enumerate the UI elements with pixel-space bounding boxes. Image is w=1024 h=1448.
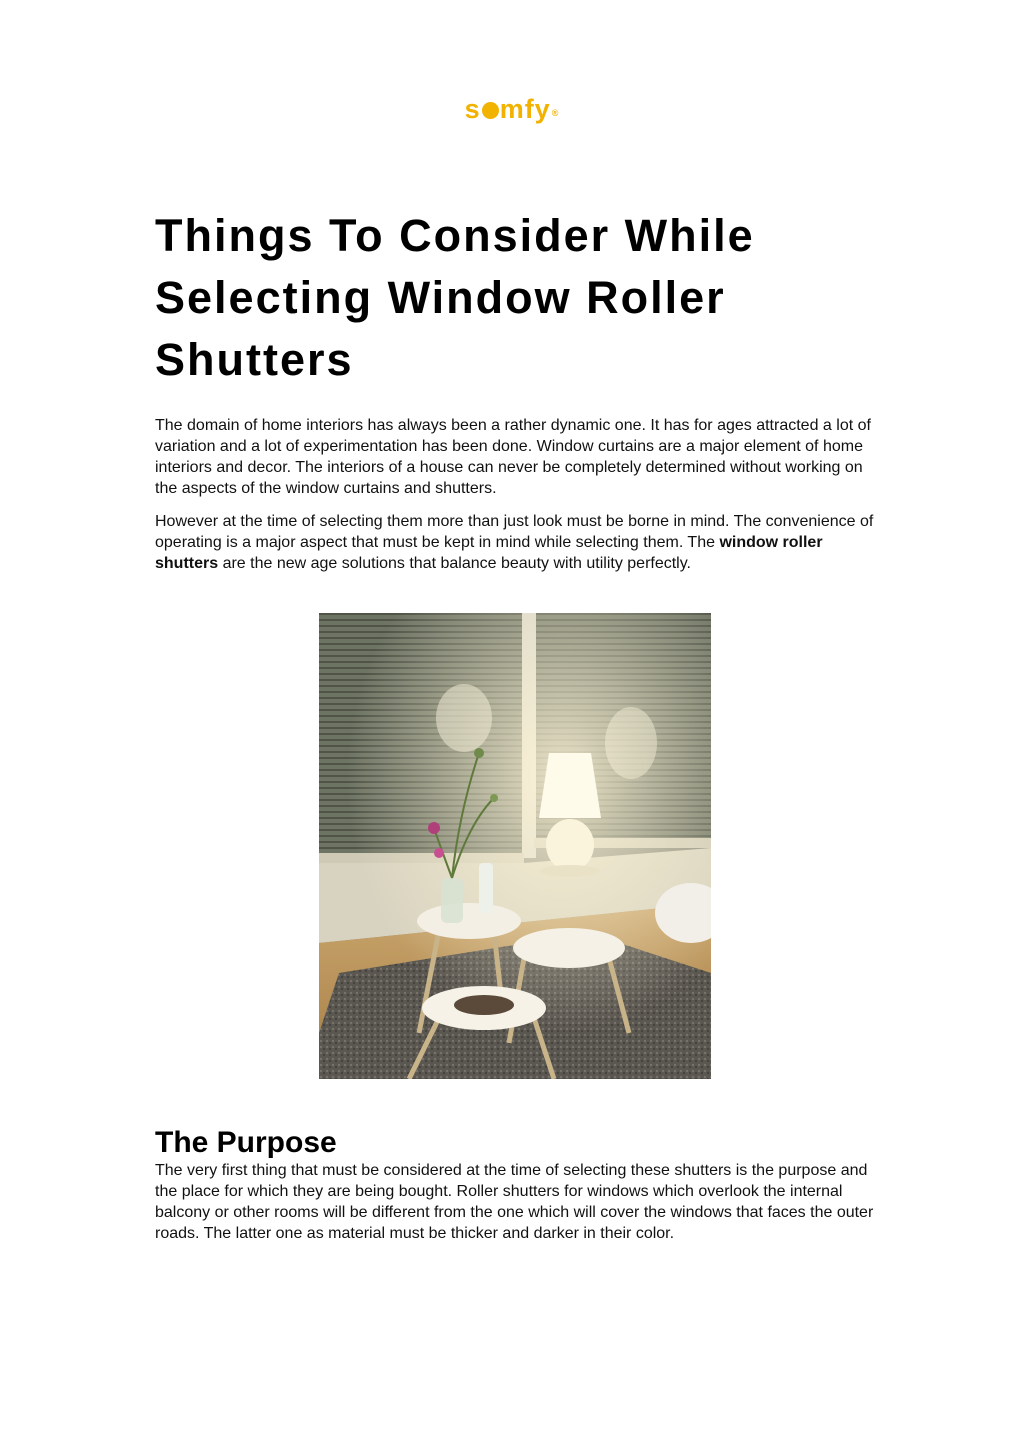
- selection-paragraph-end: are the new age solutions that balance beauty with utility perfectly.: [218, 555, 691, 572]
- intro-paragraph: The domain of home interiors has always been a rather dynamic one. It has for ages attracted a lot of variation and a lot of experimentation has been done. Window curtains are a major element of home interiors and decor. The interiors of a house can never be completely determined without working on the aspects of the window curtains and shutters.: [155, 417, 871, 497]
- selection-paragraph-start: However at the time of selecting them more than just look must be borne in mind. The convenience of operating is a major aspect that must be kept in mind while selecting them. The: [155, 513, 874, 551]
- room-photo-icon: [319, 613, 711, 1079]
- article-title: Things To Consider While Selecting Window Roller Shutters: [155, 210, 755, 385]
- logo-text-end: mfy: [499, 94, 551, 124]
- logo-text-start: s: [464, 94, 481, 124]
- purpose-paragraph: The very first thing that must be considered at the time of selecting these shutters is the purpose and the place for which they are being bought. Roller shutters for windows which overlook the internal balcony or other rooms will be different from the one which will cover the windows that faces the outer roads. The latter one as material must be thicker and darker in their color.: [155, 1162, 874, 1242]
- logo-registered-mark: ®: [551, 108, 560, 118]
- logo-dot-icon: [482, 102, 499, 119]
- article: [155, 205, 875, 1244]
- selection-paragraph: [155, 511, 875, 574]
- photo-container: [155, 613, 875, 1084]
- window-roller-shutters-highlight: window roller shutters: [155, 534, 823, 572]
- somfy-logo: [0, 94, 1024, 125]
- section-heading-purpose: The Purpose: [155, 1126, 337, 1159]
